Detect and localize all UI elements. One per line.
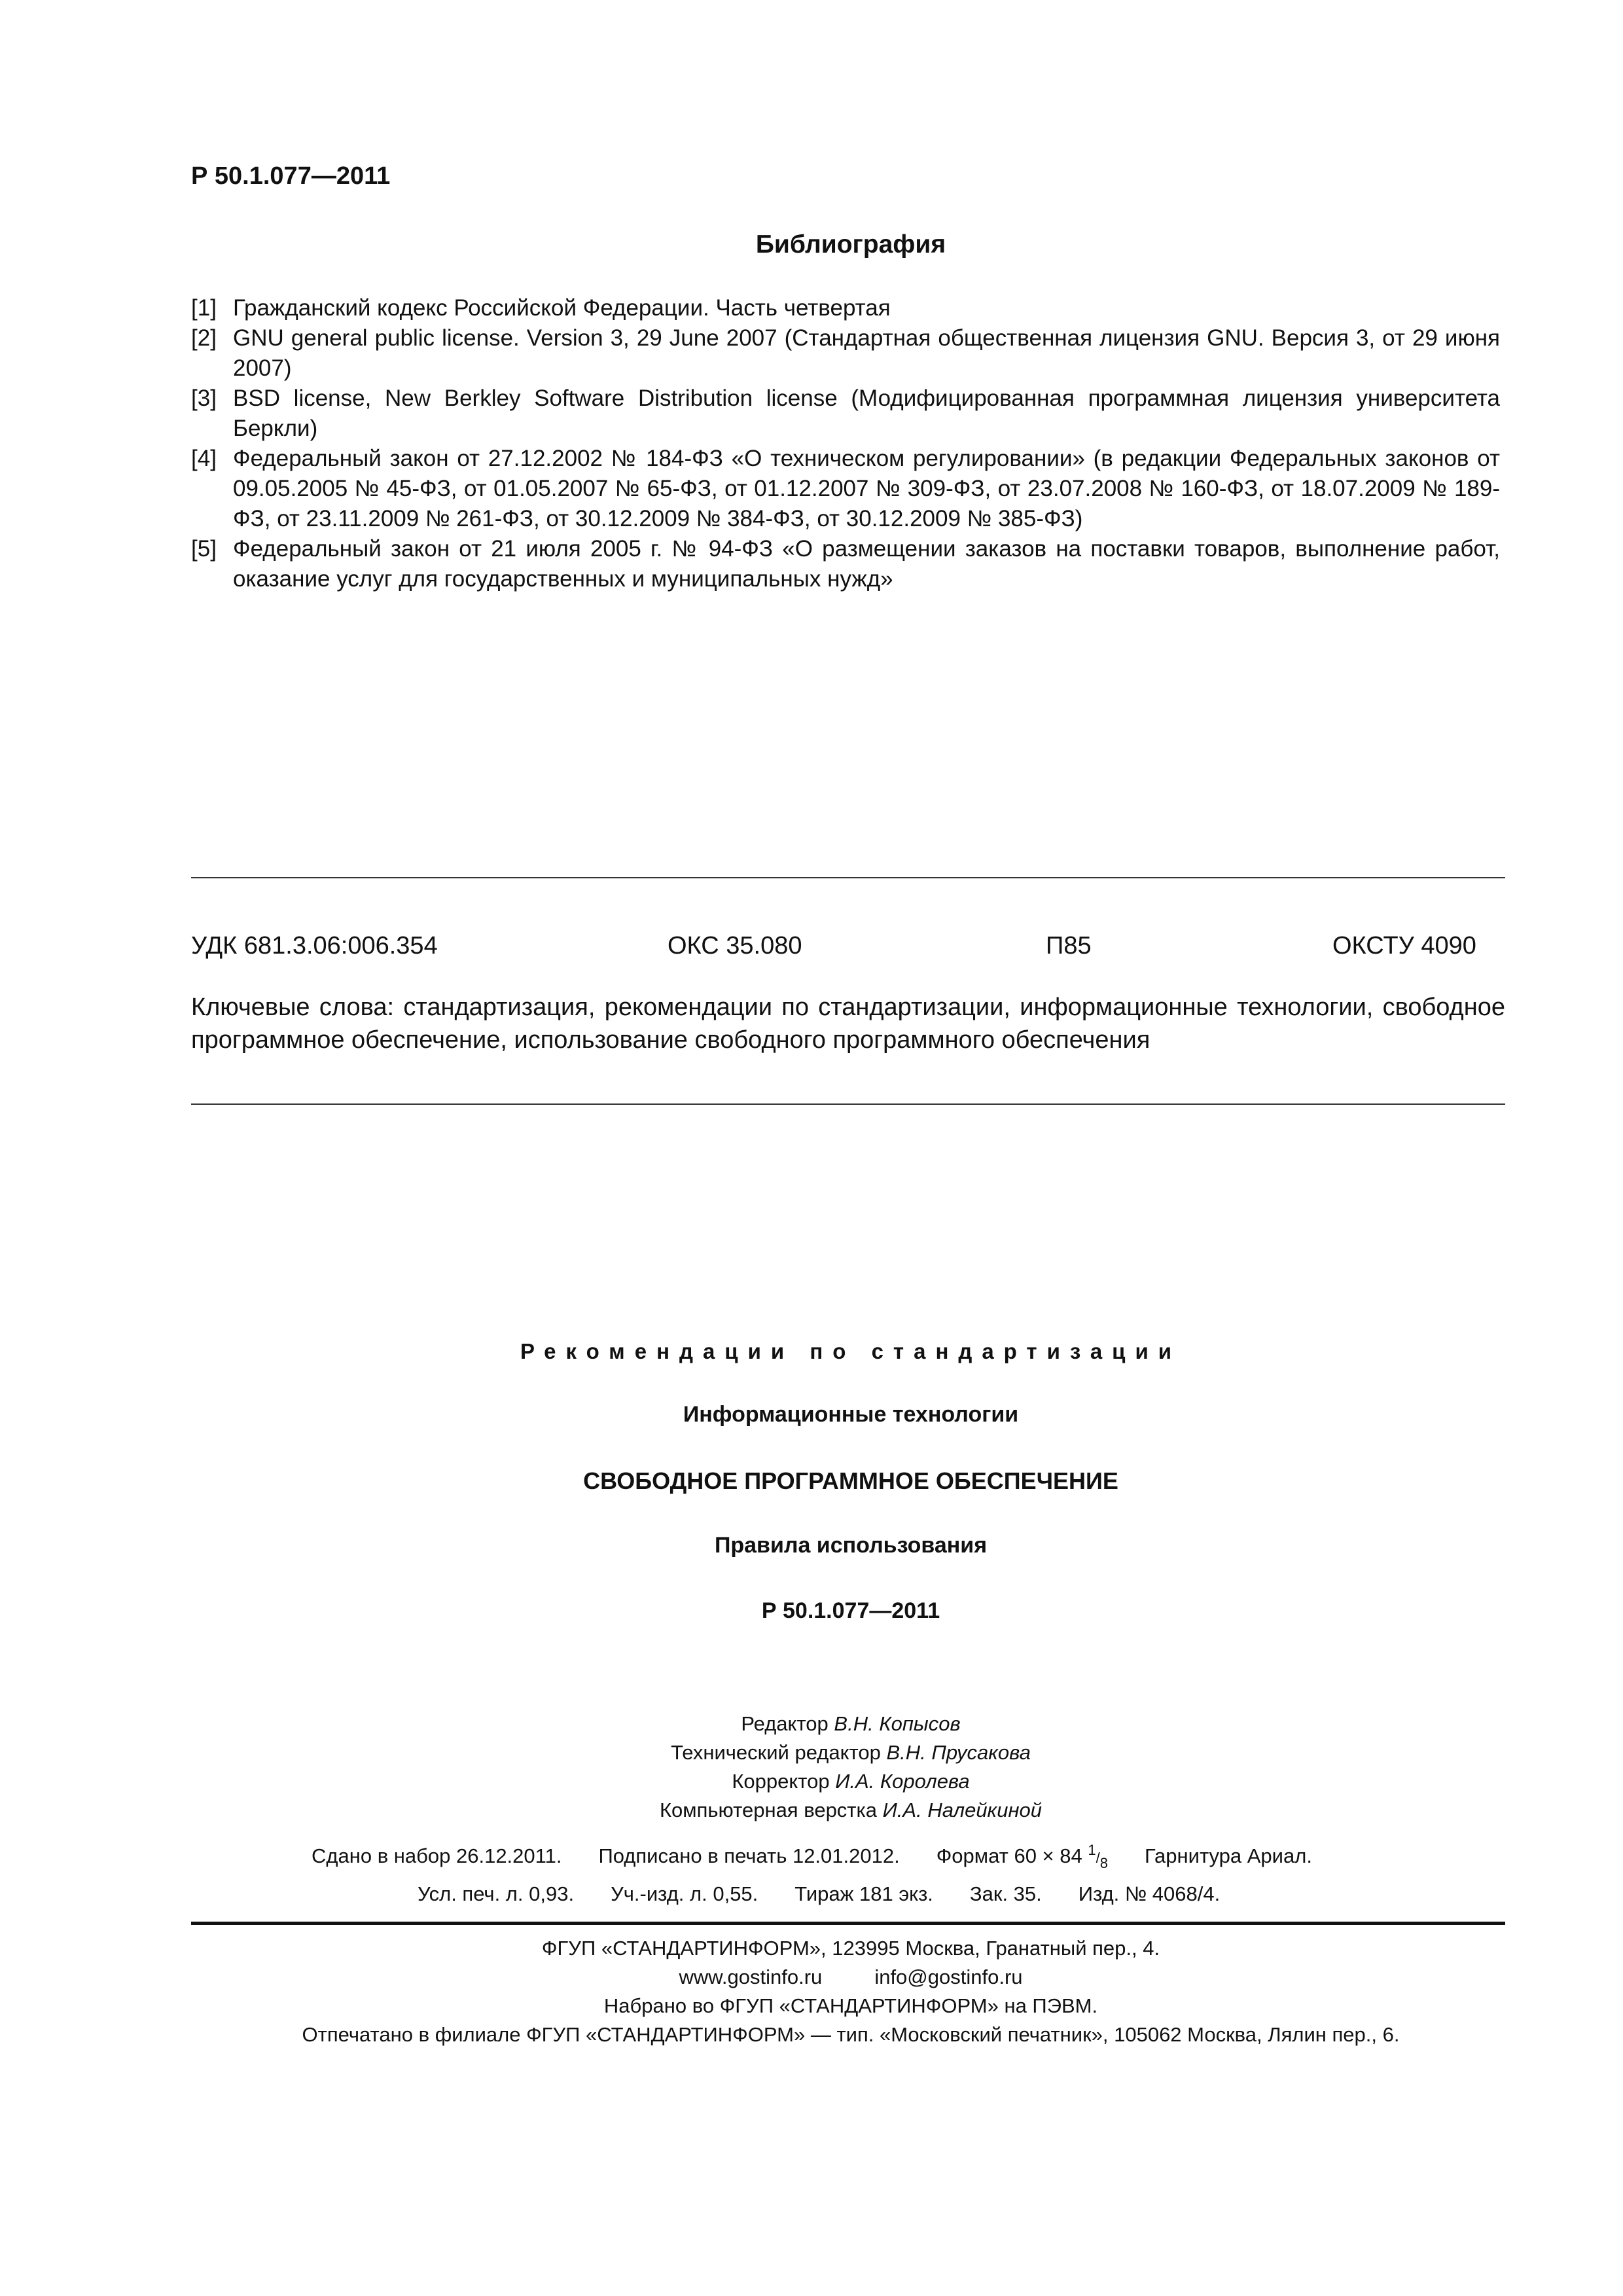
order-number: Зак. 35. — [969, 1882, 1042, 1905]
imprint-divider — [191, 1922, 1505, 1925]
tech-editor-line: Технический редактор В.Н. Прусакова — [671, 1741, 1031, 1764]
tech-editor-name: В.Н. Прусакова — [886, 1741, 1031, 1764]
bibliography-item-number: [3] — [191, 386, 217, 411]
contact-line — [0, 1963, 1623, 1992]
document-title: СВОБОДНОЕ ПРОГРАММНОЕ ОБЕСПЕЧЕНИЕ — [583, 1467, 1118, 1494]
layout-line: Компьютерная верстка И.А. Налейкиной — [660, 1799, 1042, 1821]
keywords: Ключевые слова: стандартизация, рекомендации по стандартизации, информационные технологии, свободное программное обеспечение, использование свободного программного обеспечения — [191, 994, 1505, 1054]
staff-credits — [0, 1710, 1623, 1825]
divider-top — [191, 877, 1505, 878]
signed-date: Подписано в печать 12.01.2012. — [598, 1844, 900, 1867]
okstu-code: ОКСТУ 4090 — [1332, 932, 1476, 960]
oks-code: ОКС 35.080 — [668, 932, 802, 960]
format: Формат 60 × 84 — [936, 1844, 1082, 1867]
print-sheets: Усл. печ. л. 0,93. — [418, 1882, 575, 1905]
bibliography-item — [191, 444, 1500, 534]
circulation: Тираж 181 экз. — [794, 1882, 933, 1905]
publishing-line-1 — [312, 1842, 1312, 1871]
colophon-code: Р 50.1.077—2011 — [761, 1598, 940, 1623]
format-fraction: 1/8 — [1088, 1842, 1108, 1871]
bibliography-item-text: GNU general public license. Version 3, 29 June 2007 (Стандартная общественная лицензия GNU. Версия 3, от 29 июня 2007) — [233, 325, 1500, 381]
bibliography-item — [191, 384, 1500, 444]
editor-name: В.Н. Копысов — [834, 1712, 961, 1735]
bibliography-item — [191, 323, 1500, 384]
bibliography-item-number: [2] — [191, 325, 217, 351]
bibliography-item-number: [4] — [191, 446, 217, 471]
bibliography-list — [191, 293, 1500, 594]
website-link[interactable]: www.gostinfo.ru — [679, 1965, 823, 1988]
bibliography-item-number: [5] — [191, 536, 217, 562]
editor-line: Редактор В.Н. Копысов — [741, 1712, 961, 1735]
document-subtitle: Правила использования — [714, 1533, 988, 1558]
submitted-date: Сдано в набор 26.12.2011. — [312, 1844, 562, 1867]
bibliography-item-text: Федеральный закон от 27.12.2002 № 184-ФЗ «О техническом регулировании» (в редакции Федеральных законов от 09.05.2005 № 45-ФЗ, от 01.05.2007 № 65-ФЗ, от 01.12.2007 № 309-ФЗ, от 23.07.2008 № 160-ФЗ, от 18.07.2009 № 189-ФЗ, от 23.11.2009 № 261-ФЗ, от 30.12.2009 № 384-ФЗ, от 30.12.2009 № 385-ФЗ) — [233, 446, 1500, 531]
font-info: Гарнитура Ариал. — [1145, 1844, 1312, 1867]
publisher-address: ФГУП «СТАНДАРТИНФОРМ», 123995 Москва, Гранатный пер., 4. — [541, 1937, 1160, 1960]
bibliography-item — [191, 534, 1500, 594]
email-link[interactable]: info@gostinfo.ru — [874, 1965, 1023, 1988]
divider-bottom — [191, 1103, 1505, 1105]
p-code: П85 — [1046, 932, 1092, 960]
bibliography-item-text: BSD license, New Berkley Software Distribution license (Модифицированная программная лицензия университета Беркли) — [233, 386, 1500, 441]
publication-sheets: Уч.-изд. л. 0,55. — [611, 1882, 758, 1905]
document-code: Р 50.1.077—2011 — [191, 162, 391, 190]
edition-number: Изд. № 4068/4. — [1078, 1882, 1221, 1905]
layout-name: И.А. Налейкиной — [882, 1799, 1042, 1821]
imprint — [0, 1934, 1623, 2049]
series-title: Рекомендации по стандартизации — [520, 1339, 1182, 1363]
publishing-line-2 — [418, 1882, 1220, 1906]
bibliography-item-number: [1] — [191, 295, 217, 321]
bibliography-item — [191, 293, 1500, 323]
bibliography-item-text: Гражданский кодекс Российской Федерации. Часть четвертая — [233, 295, 891, 321]
udk-code: УДК 681.3.06:006.354 — [191, 932, 438, 960]
bibliography-title: Библиография — [755, 230, 946, 259]
subject-title: Информационные технологии — [683, 1402, 1019, 1427]
printed-note: Отпечатано в филиале ФГУП «СТАНДАРТИНФОРМ» — тип. «Московский печатник», 105062 Москва, Лялин пер., 6. — [302, 2023, 1400, 2046]
proofreader-name: И.А. Королева — [835, 1770, 970, 1793]
typeset-note: Набрано во ФГУП «СТАНДАРТИНФОРМ» на ПЭВМ. — [603, 1994, 1098, 2017]
bibliography-item-text: Федеральный закон от 21 июля 2005 г. № 94-ФЗ «О размещении заказов на поставки товаров, выполнение работ, оказание услуг для государственных и муниципальных нужд» — [233, 536, 1500, 592]
proofreader-line: Корректор И.А. Королева — [732, 1770, 970, 1793]
